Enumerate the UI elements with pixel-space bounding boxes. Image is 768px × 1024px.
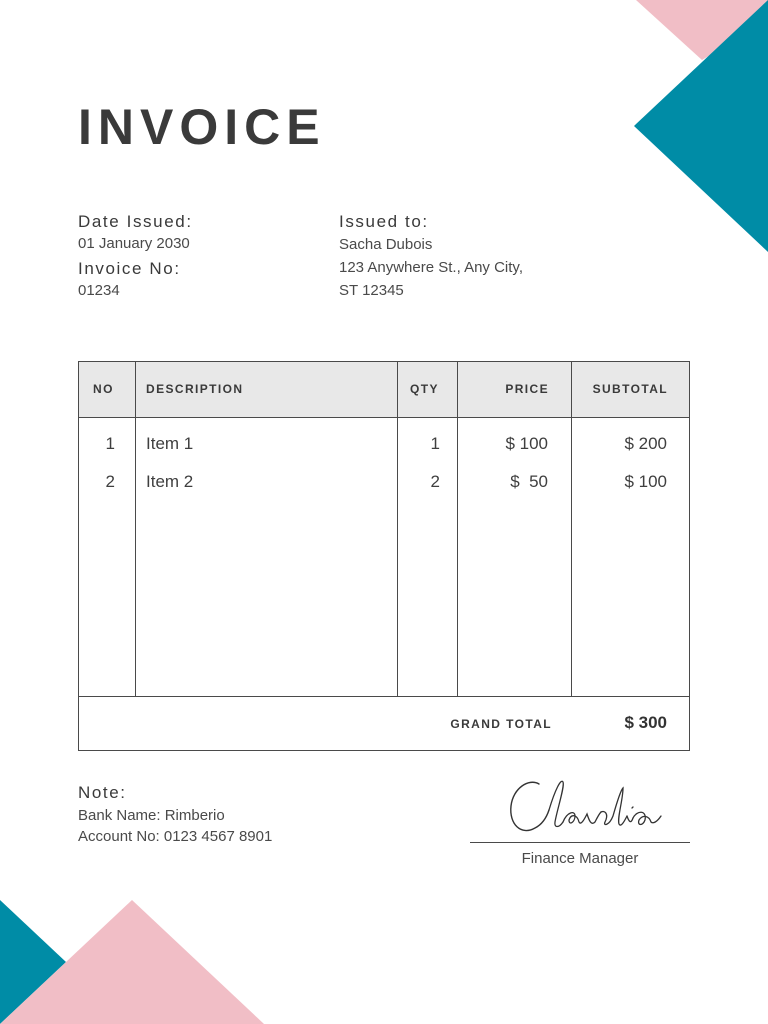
row-price: $ 50 — [510, 472, 548, 491]
row-description: Item 1 — [146, 434, 194, 453]
column-divider — [135, 362, 136, 697]
issued-to-label: Issued to: — [339, 212, 429, 231]
column-divider — [457, 362, 458, 697]
invoice-no-value: 01234 — [78, 282, 120, 299]
row-qty: 1 — [430, 434, 440, 453]
bottom-pink-triangle — [0, 900, 264, 1024]
column-divider — [397, 362, 398, 697]
invoice-no-label: Invoice No: — [78, 259, 181, 278]
issued-to-name: Sacha Dubois — [339, 236, 433, 253]
date-issued-value: 01 January 2030 — [78, 235, 190, 252]
invoice-title: INVOICE — [78, 99, 326, 155]
row-description: Item 2 — [146, 472, 194, 491]
row-qty: 2 — [430, 472, 440, 491]
signature-line — [470, 842, 690, 843]
top-teal-triangle — [634, 0, 768, 252]
header-no: NO — [93, 382, 114, 396]
row-no: 2 — [105, 472, 115, 491]
handwritten-signature — [505, 770, 665, 840]
note-label: Note: — [78, 783, 127, 802]
bank-name: Bank Name: Rimberio — [78, 807, 225, 824]
total-divider — [79, 696, 689, 697]
account-no: Account No: 0123 4567 8901 — [78, 828, 273, 845]
top-pink-triangle — [636, 0, 768, 60]
row-no: 1 — [105, 434, 115, 453]
grand-total-value: $ 300 — [624, 713, 667, 732]
header-price: PRICE — [505, 382, 549, 396]
bottom-teal-triangle — [0, 900, 66, 1024]
issued-to-address-line1: 123 Anywhere St., Any City, — [339, 259, 523, 276]
column-divider — [571, 362, 572, 697]
row-subtotal: $ 100 — [624, 472, 667, 491]
row-price: $ 100 — [505, 434, 548, 453]
header-description: DESCRIPTION — [146, 382, 244, 396]
invoice-table — [78, 361, 690, 751]
date-issued-label: Date Issued: — [78, 212, 193, 231]
issued-to-address-line2: ST 12345 — [339, 282, 404, 299]
grand-total-label: GRAND TOTAL — [450, 717, 552, 731]
header-qty: QTY — [410, 382, 439, 396]
row-subtotal: $ 200 — [624, 434, 667, 453]
header-subtotal: SUBTOTAL — [592, 382, 668, 396]
signatory-role: Finance Manager — [521, 850, 639, 867]
